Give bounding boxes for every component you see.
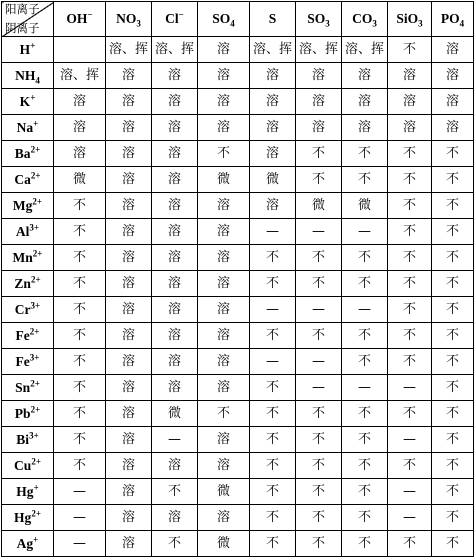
solubility-cell: 溶 bbox=[198, 89, 250, 115]
corner-cell bbox=[2, 2, 54, 37]
cation-symbol: Na bbox=[16, 119, 34, 135]
cation-symbol: Al bbox=[15, 223, 30, 239]
cation-charge: 2+ bbox=[31, 508, 41, 519]
cation-charge: 2+ bbox=[32, 196, 43, 207]
solubility-cell: — bbox=[296, 219, 342, 245]
cation-charge: 2+ bbox=[30, 170, 41, 181]
cation-axis-label: 阳离子 bbox=[5, 2, 40, 16]
solubility-cell: 不 bbox=[388, 245, 432, 271]
anion-axis-label: 阴离子 bbox=[5, 20, 40, 35]
table-row bbox=[2, 63, 474, 89]
solubility-cell: 不 bbox=[54, 219, 106, 245]
solubility-cell: 不 bbox=[54, 245, 106, 271]
solubility-cell: 不 bbox=[432, 167, 474, 193]
solubility-cell: 不 bbox=[432, 531, 474, 557]
solubility-cell: 不 bbox=[342, 453, 388, 479]
solubility-cell: 溶 bbox=[106, 401, 152, 427]
solubility-cell: 溶 bbox=[106, 219, 152, 245]
solubility-cell: 溶 bbox=[152, 141, 198, 167]
solubility-cell: 溶 bbox=[152, 193, 198, 219]
solubility-cell: 溶 bbox=[106, 141, 152, 167]
solubility-cell: 不 bbox=[296, 531, 342, 557]
solubility-cell: 溶 bbox=[250, 141, 296, 167]
solubility-cell: 不 bbox=[296, 427, 342, 453]
solubility-cell: 不 bbox=[54, 193, 106, 219]
solubility-cell: 溶 bbox=[432, 115, 474, 141]
solubility-cell: 溶 bbox=[152, 349, 198, 375]
anion-symbol: PO bbox=[440, 11, 460, 27]
solubility-cell: 溶 bbox=[106, 427, 152, 453]
solubility-cell: 溶 bbox=[106, 115, 152, 141]
anion-header bbox=[250, 2, 296, 37]
solubility-cell: 溶 bbox=[296, 63, 342, 89]
solubility-cell: 不 bbox=[432, 427, 474, 453]
cation-charge: 2+ bbox=[29, 326, 40, 337]
solubility-cell: 溶 bbox=[296, 115, 342, 141]
anion-subscript: 3 bbox=[325, 18, 330, 29]
table-row bbox=[2, 531, 474, 557]
solubility-cell: 溶 bbox=[152, 115, 198, 141]
cation-header bbox=[2, 245, 54, 271]
solubility-cell: 溶 bbox=[198, 297, 250, 323]
solubility-cell: 溶 bbox=[432, 37, 474, 63]
solubility-cell: 不 bbox=[296, 479, 342, 505]
cation-header bbox=[2, 479, 54, 505]
solubility-cell: 不 bbox=[296, 245, 342, 271]
solubility-table bbox=[1, 1, 474, 557]
cation-symbol: Mn bbox=[12, 249, 33, 265]
solubility-cell: 溶 bbox=[106, 193, 152, 219]
cation-header bbox=[2, 349, 54, 375]
solubility-cell: 不 bbox=[432, 349, 474, 375]
solubility-cell: 不 bbox=[296, 167, 342, 193]
cation-symbol: K bbox=[19, 93, 31, 109]
solubility-cell: 不 bbox=[342, 427, 388, 453]
solubility-cell: 溶 bbox=[54, 141, 106, 167]
solubility-cell: — bbox=[388, 479, 432, 505]
solubility-cell: 不 bbox=[432, 245, 474, 271]
table-row bbox=[2, 401, 474, 427]
solubility-cell: 不 bbox=[54, 453, 106, 479]
cation-header bbox=[2, 427, 54, 453]
solubility-cell: 溶 bbox=[54, 89, 106, 115]
cation-header bbox=[2, 167, 54, 193]
cation-symbol: Hg bbox=[16, 483, 34, 499]
anion-symbol: SO bbox=[307, 11, 326, 27]
solubility-cell: 溶 bbox=[198, 115, 250, 141]
solubility-cell: 微 bbox=[342, 193, 388, 219]
solubility-cell: — bbox=[152, 427, 198, 453]
cation-charge: + bbox=[30, 40, 36, 51]
cation-symbol: Cr bbox=[14, 301, 31, 317]
cation-header bbox=[2, 37, 54, 63]
cation-symbol: Zn bbox=[14, 275, 31, 291]
anion-symbol: SiO bbox=[396, 11, 419, 27]
anion-charge: − bbox=[87, 9, 93, 20]
solubility-cell: 溶 bbox=[198, 63, 250, 89]
solubility-cell: 微 bbox=[198, 479, 250, 505]
solubility-cell: 溶 bbox=[388, 63, 432, 89]
solubility-cell bbox=[54, 37, 106, 63]
solubility-cell: 溶 bbox=[152, 167, 198, 193]
solubility-cell: 溶 bbox=[198, 375, 250, 401]
cation-header bbox=[2, 193, 54, 219]
solubility-cell: 不 bbox=[250, 245, 296, 271]
cation-symbol: H bbox=[19, 41, 31, 57]
solubility-cell: 微 bbox=[152, 401, 198, 427]
solubility-cell: 不 bbox=[198, 141, 250, 167]
solubility-cell: 不 bbox=[342, 141, 388, 167]
cation-symbol: Fe bbox=[15, 353, 30, 369]
solubility-cell: — bbox=[342, 219, 388, 245]
solubility-cell: 不 bbox=[432, 271, 474, 297]
table-row bbox=[2, 479, 474, 505]
solubility-cell: 不 bbox=[296, 271, 342, 297]
solubility-cell: 溶 bbox=[106, 531, 152, 557]
cation-header bbox=[2, 401, 54, 427]
solubility-cell: — bbox=[54, 531, 106, 557]
anion-header bbox=[152, 2, 198, 37]
solubility-cell: 不 bbox=[432, 193, 474, 219]
solubility-cell: 不 bbox=[54, 297, 106, 323]
solubility-cell: 溶 bbox=[106, 167, 152, 193]
solubility-cell: 不 bbox=[198, 401, 250, 427]
anion-subscript: 3 bbox=[136, 18, 141, 29]
solubility-cell: 溶 bbox=[432, 63, 474, 89]
solubility-cell: 不 bbox=[388, 297, 432, 323]
solubility-cell: 溶 bbox=[106, 63, 152, 89]
cation-symbol: Ag bbox=[16, 535, 34, 551]
anion-subscript: 3 bbox=[418, 18, 423, 29]
table-row bbox=[2, 115, 474, 141]
solubility-cell: 溶 bbox=[250, 89, 296, 115]
cation-charge: 2+ bbox=[31, 456, 41, 467]
cation-header bbox=[2, 63, 54, 89]
cation-header bbox=[2, 89, 54, 115]
header-row bbox=[2, 2, 474, 37]
table-row bbox=[2, 349, 474, 375]
cation-header bbox=[2, 297, 54, 323]
solubility-cell: 溶 bbox=[198, 349, 250, 375]
solubility-cell: 不 bbox=[296, 401, 342, 427]
solubility-cell: 不 bbox=[250, 505, 296, 531]
solubility-cell: — bbox=[296, 375, 342, 401]
solubility-cell: 不 bbox=[388, 401, 432, 427]
anion-header bbox=[106, 2, 152, 37]
solubility-cell: 溶 bbox=[198, 245, 250, 271]
solubility-cell: 不 bbox=[432, 297, 474, 323]
table-row bbox=[2, 141, 474, 167]
table-row bbox=[2, 271, 474, 297]
anion-symbol: S bbox=[268, 11, 277, 27]
anion-charge: − bbox=[178, 9, 184, 20]
table-row bbox=[2, 505, 474, 531]
cation-charge: + bbox=[33, 482, 39, 493]
solubility-cell: 不 bbox=[388, 219, 432, 245]
solubility-cell: 溶 bbox=[198, 427, 250, 453]
solubility-cell: 溶 bbox=[152, 323, 198, 349]
anion-subscript: 4 bbox=[459, 18, 465, 29]
solubility-cell: 溶 bbox=[432, 89, 474, 115]
solubility-cell: 不 bbox=[342, 479, 388, 505]
solubility-cell: 溶 bbox=[152, 219, 198, 245]
solubility-cell: 溶 bbox=[250, 63, 296, 89]
anion-symbol: SO bbox=[212, 11, 231, 27]
solubility-cell: 溶 bbox=[296, 89, 342, 115]
solubility-cell: 不 bbox=[432, 505, 474, 531]
cation-header bbox=[2, 115, 54, 141]
solubility-cell: 不 bbox=[432, 141, 474, 167]
solubility-cell: 不 bbox=[388, 453, 432, 479]
anion-header bbox=[198, 2, 250, 37]
solubility-cell: — bbox=[296, 349, 342, 375]
solubility-cell: 溶 bbox=[198, 323, 250, 349]
anion-subscript: 4 bbox=[230, 18, 235, 29]
solubility-cell: 不 bbox=[250, 479, 296, 505]
solubility-cell: 溶 bbox=[106, 505, 152, 531]
cation-symbol: Ca bbox=[14, 171, 31, 187]
table-body bbox=[2, 2, 474, 557]
solubility-cell: 不 bbox=[250, 401, 296, 427]
cation-charge: 2+ bbox=[30, 144, 41, 155]
anion-symbol: Cl bbox=[165, 11, 179, 27]
cation-symbol: Bi bbox=[16, 431, 30, 447]
solubility-cell: — bbox=[250, 349, 296, 375]
cation-header bbox=[2, 375, 54, 401]
solubility-cell: 溶 bbox=[198, 37, 250, 63]
solubility-cell: 溶 bbox=[152, 271, 198, 297]
solubility-cell: 溶 bbox=[106, 479, 152, 505]
solubility-cell: 不 bbox=[54, 401, 106, 427]
solubility-cell: 不 bbox=[296, 505, 342, 531]
cation-charge: + bbox=[30, 92, 36, 103]
solubility-cell: 溶 bbox=[198, 219, 250, 245]
anion-header bbox=[388, 2, 432, 37]
cation-header bbox=[2, 219, 54, 245]
table-row bbox=[2, 453, 474, 479]
solubility-cell: 溶 bbox=[388, 115, 432, 141]
cation-header bbox=[2, 323, 54, 349]
table-row bbox=[2, 323, 474, 349]
table-row bbox=[2, 89, 474, 115]
cation-symbol: Mg bbox=[12, 197, 33, 213]
solubility-cell: 溶 bbox=[250, 115, 296, 141]
solubility-cell: 微 bbox=[198, 167, 250, 193]
solubility-cell: — bbox=[342, 297, 388, 323]
cation-symbol: NH bbox=[15, 67, 36, 83]
cation-charge: + bbox=[33, 534, 39, 545]
cation-charge: 3+ bbox=[29, 430, 39, 441]
solubility-cell: 不 bbox=[152, 531, 198, 557]
table-row bbox=[2, 193, 474, 219]
table-row bbox=[2, 427, 474, 453]
solubility-cell: 不 bbox=[432, 219, 474, 245]
solubility-cell: 溶 bbox=[342, 89, 388, 115]
cation-header bbox=[2, 531, 54, 557]
solubility-cell: 溶 bbox=[388, 89, 432, 115]
solubility-cell: 不 bbox=[250, 453, 296, 479]
solubility-cell: 不 bbox=[388, 37, 432, 63]
anion-symbol: CO bbox=[352, 11, 373, 27]
solubility-cell: 溶 bbox=[106, 89, 152, 115]
cation-charge: 3+ bbox=[29, 352, 40, 363]
solubility-cell: 微 bbox=[54, 167, 106, 193]
solubility-cell: 不 bbox=[250, 323, 296, 349]
solubility-cell: 溶 bbox=[54, 115, 106, 141]
solubility-cell: — bbox=[388, 505, 432, 531]
solubility-cell: 溶 bbox=[152, 245, 198, 271]
solubility-cell: 不 bbox=[342, 349, 388, 375]
solubility-cell: 不 bbox=[296, 323, 342, 349]
solubility-cell: 溶 bbox=[152, 505, 198, 531]
solubility-cell: 微 bbox=[198, 531, 250, 557]
solubility-cell: 溶 bbox=[106, 245, 152, 271]
solubility-cell: 溶 bbox=[198, 193, 250, 219]
solubility-cell: 溶、挥 bbox=[54, 63, 106, 89]
solubility-cell: 不 bbox=[54, 375, 106, 401]
cation-header bbox=[2, 453, 54, 479]
solubility-cell: 不 bbox=[388, 323, 432, 349]
solubility-cell: 溶 bbox=[198, 271, 250, 297]
solubility-cell: — bbox=[250, 219, 296, 245]
solubility-cell: 溶、挥 bbox=[152, 37, 198, 63]
solubility-cell: 溶、挥 bbox=[342, 37, 388, 63]
cation-charge: 2+ bbox=[30, 274, 41, 285]
solubility-cell: 不 bbox=[388, 167, 432, 193]
anion-symbol: NO bbox=[116, 11, 137, 27]
cation-symbol: Hg bbox=[14, 509, 32, 525]
solubility-cell: 溶 bbox=[106, 271, 152, 297]
solubility-cell: 溶 bbox=[106, 375, 152, 401]
solubility-cell: 不 bbox=[432, 479, 474, 505]
solubility-cell: 不 bbox=[342, 401, 388, 427]
solubility-cell: 溶 bbox=[152, 63, 198, 89]
cation-symbol: Sn bbox=[15, 379, 31, 395]
solubility-cell: — bbox=[250, 297, 296, 323]
solubility-cell: 不 bbox=[432, 375, 474, 401]
solubility-cell: 不 bbox=[296, 141, 342, 167]
cation-charge: 2+ bbox=[30, 404, 41, 415]
solubility-cell: 溶 bbox=[106, 349, 152, 375]
solubility-cell: 溶 bbox=[152, 89, 198, 115]
solubility-cell: 不 bbox=[388, 531, 432, 557]
cation-header bbox=[2, 141, 54, 167]
solubility-cell: 不 bbox=[342, 245, 388, 271]
cation-charge: 2+ bbox=[30, 378, 40, 389]
solubility-cell: — bbox=[54, 479, 106, 505]
solubility-cell: 不 bbox=[342, 323, 388, 349]
table-row bbox=[2, 219, 474, 245]
solubility-cell: 不 bbox=[250, 375, 296, 401]
cation-header bbox=[2, 271, 54, 297]
solubility-cell: 溶、挥 bbox=[296, 37, 342, 63]
table-row bbox=[2, 37, 474, 63]
anion-header bbox=[54, 2, 106, 37]
table-row bbox=[2, 245, 474, 271]
cation-symbol: Fe bbox=[15, 327, 30, 343]
solubility-cell: 不 bbox=[388, 193, 432, 219]
solubility-cell: 溶 bbox=[106, 323, 152, 349]
solubility-cell: 溶 bbox=[152, 453, 198, 479]
solubility-cell: 不 bbox=[54, 349, 106, 375]
cation-symbol: Cu bbox=[14, 457, 32, 473]
solubility-cell: 不 bbox=[432, 453, 474, 479]
cation-charge: + bbox=[33, 118, 39, 129]
solubility-cell: 不 bbox=[152, 479, 198, 505]
solubility-cell: 不 bbox=[54, 427, 106, 453]
solubility-cell: 溶 bbox=[198, 453, 250, 479]
table-row bbox=[2, 167, 474, 193]
solubility-cell: 溶 bbox=[152, 297, 198, 323]
anion-header bbox=[296, 2, 342, 37]
table-row bbox=[2, 375, 474, 401]
solubility-cell: 溶 bbox=[106, 453, 152, 479]
cation-charge: 3+ bbox=[30, 300, 41, 311]
solubility-cell: 不 bbox=[296, 453, 342, 479]
solubility-cell: 不 bbox=[342, 531, 388, 557]
anion-symbol: OH bbox=[66, 11, 88, 27]
anion-header bbox=[342, 2, 388, 37]
cation-subscript: 4 bbox=[35, 75, 40, 86]
solubility-cell: 溶 bbox=[198, 505, 250, 531]
cation-symbol: Ba bbox=[14, 145, 31, 161]
anion-subscript: 3 bbox=[372, 18, 377, 29]
solubility-cell: 微 bbox=[296, 193, 342, 219]
anion-header bbox=[432, 2, 474, 37]
cation-header bbox=[2, 505, 54, 531]
solubility-cell: — bbox=[54, 505, 106, 531]
solubility-cell: 溶 bbox=[342, 63, 388, 89]
solubility-cell: 溶、挥 bbox=[106, 37, 152, 63]
solubility-cell: 不 bbox=[432, 401, 474, 427]
solubility-cell: — bbox=[388, 427, 432, 453]
solubility-cell: 不 bbox=[388, 349, 432, 375]
cation-charge: 3+ bbox=[29, 222, 40, 233]
solubility-cell: — bbox=[342, 375, 388, 401]
cation-symbol: Pb bbox=[14, 405, 31, 421]
solubility-cell: 不 bbox=[250, 427, 296, 453]
cation-charge: 2+ bbox=[32, 248, 43, 259]
solubility-cell: 溶 bbox=[152, 375, 198, 401]
solubility-cell: 不 bbox=[342, 271, 388, 297]
solubility-cell: — bbox=[388, 375, 432, 401]
solubility-cell: 溶 bbox=[342, 115, 388, 141]
solubility-cell: 不 bbox=[250, 271, 296, 297]
solubility-cell: 溶 bbox=[250, 193, 296, 219]
solubility-cell: 不 bbox=[250, 531, 296, 557]
solubility-cell: 微 bbox=[250, 167, 296, 193]
solubility-cell: — bbox=[296, 297, 342, 323]
solubility-cell: 不 bbox=[54, 323, 106, 349]
solubility-cell: 不 bbox=[54, 271, 106, 297]
solubility-cell: 不 bbox=[388, 141, 432, 167]
solubility-cell: 不 bbox=[342, 167, 388, 193]
solubility-cell: 溶 bbox=[106, 297, 152, 323]
table-row bbox=[2, 297, 474, 323]
solubility-cell: 不 bbox=[432, 323, 474, 349]
solubility-cell: 溶、挥 bbox=[250, 37, 296, 63]
solubility-cell: 不 bbox=[342, 505, 388, 531]
solubility-cell: 不 bbox=[388, 271, 432, 297]
